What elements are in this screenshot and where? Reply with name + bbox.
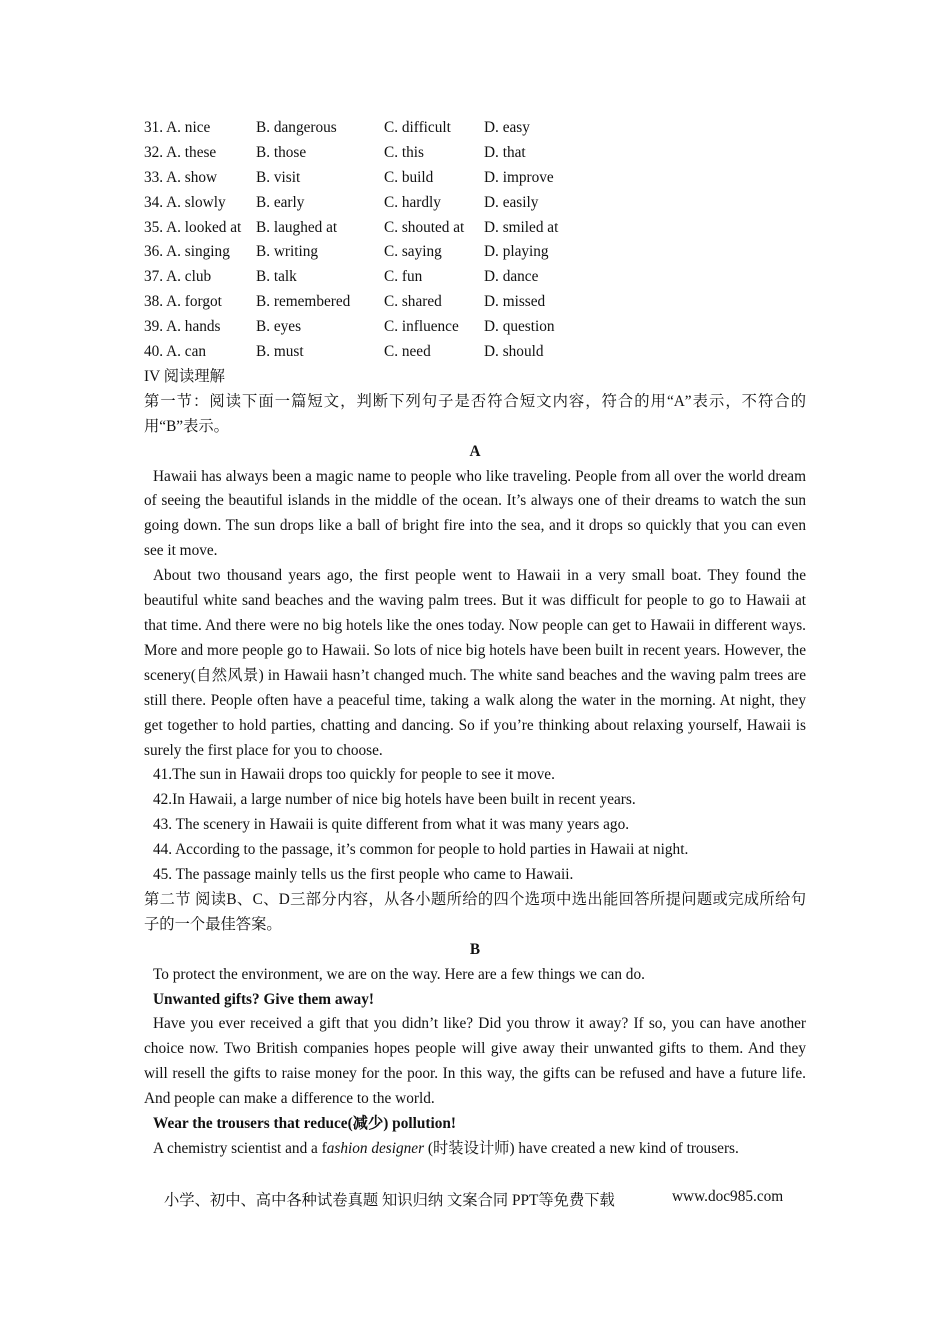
option-n: 36. A. singing: [144, 243, 230, 261]
option-row: [144, 166, 806, 191]
option-n: 40. A. can: [144, 343, 207, 361]
option-c: C. saying: [384, 243, 442, 261]
option-row: [144, 116, 806, 141]
option-n: 37. A. club: [144, 268, 212, 286]
question-item: 41.The sun in Hawaii drops too quickly for people to see it move.: [153, 766, 555, 784]
question-item: 42.In Hawaii, a large number of nice big hotels have been built in recent years.: [153, 791, 636, 809]
footer-text: 小学、初中、高中各种试卷真题 知识归纳 文案合同 PPT等免费下载: [164, 1192, 615, 1209]
question-item: 43. The scenery in Hawaii is quite different from what it was many years ago.: [153, 816, 630, 834]
option-c: C. difficult: [384, 119, 451, 136]
option-n: 35. A. looked at: [144, 218, 242, 236]
footer-website: www.doc985.com: [672, 1188, 784, 1205]
option-row: [144, 265, 806, 290]
option-row: [144, 240, 806, 265]
passage-b-intro: To protect the environment, we are on the way. Here are a few things we can do.: [153, 965, 645, 983]
option-c: C. hardly: [384, 193, 441, 211]
option-c: C. need: [384, 343, 431, 361]
para2-text-end: (时装设计师) have created a new kind of trousers.: [424, 1140, 739, 1157]
option-b: B. talk: [256, 268, 297, 286]
option-row: [144, 290, 806, 315]
option-c: C. influence: [384, 318, 459, 336]
option-b: B. those: [256, 143, 307, 161]
option-d: D. easily: [484, 193, 539, 211]
option-d: D. should: [484, 343, 544, 361]
option-b: B. visit: [256, 168, 301, 186]
option-d: D. playing: [484, 243, 549, 261]
para2-italic-term: ashion designer: [326, 1140, 425, 1157]
question-item: 45. The passage mainly tells us the first people who came to Hawaii.: [153, 866, 574, 884]
option-b: B. must: [256, 343, 304, 361]
passage-a-heading: A: [469, 442, 481, 460]
passage-b-heading: B: [469, 940, 481, 958]
option-c: C. shouted at: [384, 218, 465, 236]
option-c: C. shared: [384, 293, 442, 311]
option-c: C. build: [384, 168, 434, 186]
option-b: B. eyes: [256, 318, 302, 336]
option-row: [144, 340, 806, 365]
option-d: D. that: [484, 143, 526, 161]
option-row: [144, 315, 806, 340]
part2-instructions: 第二节 阅读B、C、D三部分内容，从各小题所给的四个选项中选出能回答所提问题或完成所给句子的一个最佳答案。: [144, 890, 806, 933]
part1-instructions: 第一节：阅读下面一篇短文，判断下列句子是否符合短文内容，符合的用“A”表示，不符合的用“B”表示。: [144, 392, 806, 435]
options-list: [144, 116, 806, 365]
section-heading: IV 阅读理解: [144, 367, 225, 385]
option-d: D. question: [484, 318, 555, 336]
passage-b-subtitle-1: Unwanted gifts? Give them away!: [153, 990, 374, 1008]
option-n: 31. A. nice: [144, 119, 211, 136]
option-b: B. writing: [256, 243, 319, 261]
passage-b-subtitle-2: Wear the trousers that reduce(减少) pollution!: [153, 1115, 456, 1133]
option-d: D. dance: [484, 268, 539, 286]
question-item: 44. According to the passage, it’s common for people to hold parties in Hawaii at night.: [153, 841, 689, 859]
option-b: B. dangerous: [256, 119, 337, 136]
option-b: B. laughed at: [256, 218, 338, 236]
option-n: 38. A. forgot: [144, 293, 222, 311]
passage-b-para2: [144, 1137, 806, 1162]
passage-b-para1: Have you ever received a gift that you didn’t like? Did you throw it away? If so, you can have another choice now. Two British companies hopes people will give away their unwanted gifts to them. And they will resell the gifts to raise money for the poor. In this way, the gifts can be refused and have a future life. And people can make a difference to the world.: [144, 1015, 806, 1108]
passage-a-para2: About two thousand years ago, the first people went to Hawaii in a very small boat. They found the beautiful white sand beaches and the waving palm trees. But it was difficult for people to go to Hawaii at that time. And there were no big hotels like the ones today. Now people can get to Hawaii in different ways. More and more people go to Hawaii. So lots of nice big hotels have been built in recent years. However, the scenery(自然风景) in Hawaii hasn’t changed much. The white sand beaches and the waving palm trees are still there. People often have a peaceful time, taking a walk along the water in the morning. At night, they get together to hold parties, chatting and dancing. So if you’re thinking about relaxing yourself, Hawaii is surely the first place for you to choose.: [144, 567, 806, 759]
option-n: 39. A. hands: [144, 318, 221, 336]
option-n: 32. A. these: [144, 143, 217, 161]
option-d: D. easy: [484, 119, 530, 136]
option-d: D. improve: [484, 168, 554, 186]
option-b: B. remembered: [256, 293, 351, 311]
option-row: [144, 141, 806, 166]
option-n: 33. A. show: [144, 168, 218, 186]
option-n: 34. A. slowly: [144, 193, 226, 211]
option-row: [144, 191, 806, 216]
option-c: C. fun: [384, 268, 423, 286]
passage-a-para1: Hawaii has always been a magic name to people who like traveling. People from all over the world dream of seeing the beautiful islands in the middle of the ocean. It’s always one of their dreams to watch the sun going down. The sun drops like a ball of bright fire into the sea, and it drops so quickly that you can even see it move.: [144, 467, 806, 560]
option-c: C. this: [384, 143, 424, 161]
option-d: D. missed: [484, 293, 546, 311]
para2-text-start: A chemistry scientist and a f: [153, 1140, 327, 1157]
option-row: [144, 216, 806, 241]
option-d: D. smiled at: [484, 218, 559, 236]
question-list: [144, 763, 806, 888]
option-b: B. early: [256, 193, 305, 211]
document-body: [144, 116, 806, 1162]
